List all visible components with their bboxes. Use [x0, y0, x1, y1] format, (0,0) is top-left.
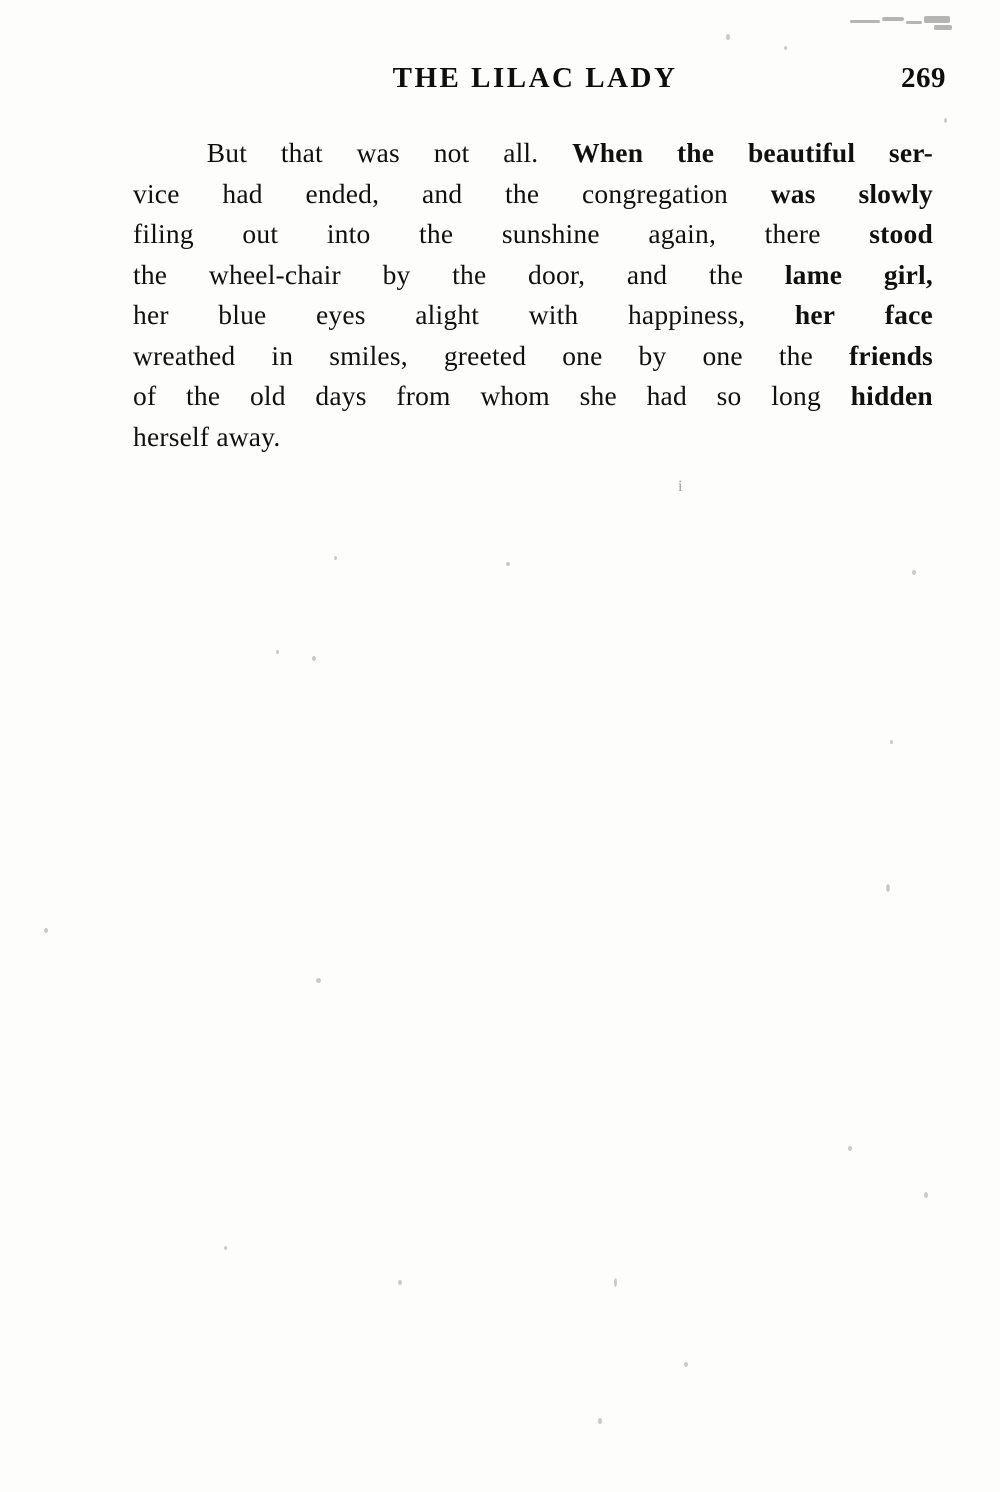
- dust-speck: [944, 118, 947, 123]
- word: herself: [133, 420, 210, 452]
- word: days: [315, 380, 367, 411]
- word: into: [326, 218, 371, 249]
- text-line: [133, 417, 933, 458]
- word: the: [452, 258, 487, 290]
- dust-speck: [848, 1146, 852, 1151]
- word: all.: [503, 137, 539, 168]
- word: one: [562, 339, 603, 371]
- text-line: [133, 336, 933, 377]
- word: wheel-chair: [208, 258, 341, 290]
- word: filing: [133, 218, 194, 249]
- dust-speck: [316, 978, 321, 983]
- word: again,: [648, 218, 717, 249]
- text-line: [133, 214, 933, 255]
- word: face: [884, 299, 933, 330]
- dust-speck: [614, 1278, 617, 1287]
- word: the: [676, 137, 715, 168]
- dust-speck: [334, 556, 337, 560]
- word: the: [778, 339, 814, 371]
- word: in: [271, 339, 294, 371]
- word: by: [638, 339, 667, 371]
- word: so: [716, 380, 742, 411]
- word: not: [433, 137, 470, 168]
- word: smiles,: [329, 339, 408, 371]
- word: long: [771, 380, 821, 411]
- word: with: [528, 299, 579, 330]
- dust-speck: [784, 46, 787, 50]
- word: friends: [849, 339, 933, 371]
- word: of: [133, 380, 157, 411]
- stray-ink-mark: i: [678, 478, 683, 495]
- word: the: [186, 380, 221, 411]
- dust-speck: [924, 1192, 928, 1198]
- word: vice: [133, 177, 180, 209]
- word: hidden: [850, 380, 933, 411]
- word: beautiful: [747, 137, 856, 168]
- word: whom: [480, 380, 550, 411]
- dust-speck: [44, 928, 48, 933]
- word: the: [419, 218, 454, 249]
- word: stood: [869, 218, 933, 249]
- word: the: [133, 258, 168, 290]
- word: had: [646, 380, 687, 411]
- word: was: [770, 177, 816, 209]
- word: alight: [415, 299, 480, 330]
- word: congregation: [582, 177, 728, 209]
- word: out: [242, 218, 279, 249]
- word: and: [421, 177, 463, 209]
- word: happiness,: [627, 299, 746, 330]
- word: from: [396, 380, 451, 411]
- word: by: [382, 258, 411, 290]
- word: and: [626, 258, 668, 290]
- dust-speck: [886, 884, 890, 892]
- word: the: [708, 258, 744, 290]
- word: there: [764, 218, 821, 249]
- dust-speck: [398, 1280, 402, 1285]
- dust-speck: [726, 34, 730, 40]
- dust-speck: [224, 1246, 227, 1250]
- word: she: [579, 380, 617, 411]
- word: that: [280, 137, 323, 168]
- word: door,: [528, 258, 586, 290]
- dust-speck: [598, 1418, 602, 1424]
- text-line: [133, 174, 933, 215]
- word: her: [133, 299, 169, 330]
- word: wreathed: [133, 339, 236, 371]
- word: old: [249, 380, 286, 411]
- word: ended,: [305, 177, 380, 209]
- word: had: [222, 177, 263, 209]
- word: eyes: [316, 299, 366, 330]
- text-line: [133, 133, 933, 174]
- word: But: [206, 137, 248, 168]
- word: was: [356, 137, 400, 168]
- word: the: [505, 177, 540, 209]
- word: greeted: [443, 339, 527, 371]
- word: lame: [784, 258, 843, 290]
- running-head: [130, 62, 946, 102]
- text-line: [133, 376, 933, 417]
- word: one: [702, 339, 743, 371]
- text-line: [133, 295, 933, 336]
- word: When: [572, 137, 644, 168]
- body-paragraph: [133, 133, 933, 457]
- word: blue: [218, 299, 267, 330]
- dust-speck: [276, 650, 279, 654]
- scan-corner-smudge-icon: [848, 14, 958, 40]
- paragraph-indent: [133, 133, 173, 174]
- word: ser-: [888, 137, 933, 168]
- dust-speck: [684, 1362, 688, 1367]
- page-number: 269: [901, 62, 946, 94]
- dust-speck: [890, 740, 893, 744]
- word: away.: [216, 420, 281, 452]
- page-title: THE LILAC LADY: [392, 62, 678, 94]
- word: slowly: [858, 177, 933, 209]
- word: her: [794, 299, 836, 330]
- word: girl,: [883, 258, 933, 290]
- dust-speck: [912, 570, 916, 575]
- dust-speck: [506, 562, 510, 566]
- word: sunshine: [501, 218, 600, 249]
- text-line: [133, 255, 933, 296]
- dust-speck: [312, 656, 316, 661]
